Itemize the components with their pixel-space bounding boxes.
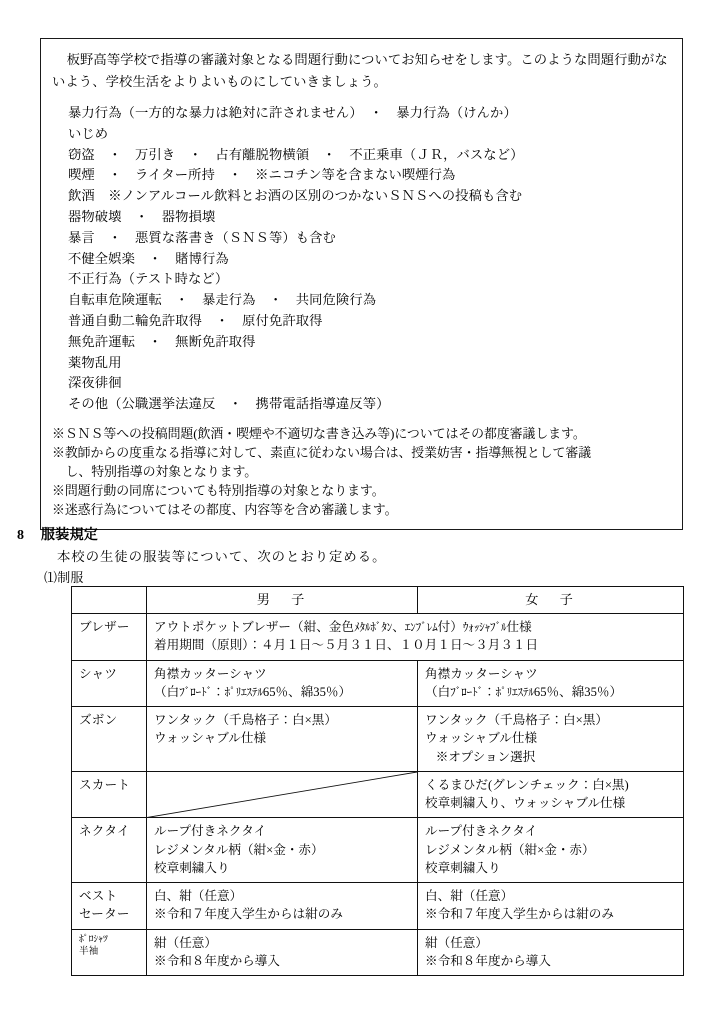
- row-value-cell-merged: [147, 614, 684, 661]
- header-cell-blank: [72, 587, 147, 614]
- row-value-cell-male: [147, 818, 418, 883]
- text-segment: レジメンタル柄（紺×金・赤）: [154, 842, 324, 857]
- cell-text-line: [425, 887, 677, 905]
- cell-text-line: [425, 905, 677, 923]
- text-segment: 白、紺（任意）: [154, 889, 243, 903]
- cell-text-line: [425, 841, 677, 859]
- text-segment: くるまひだ(グレンチェック：白×黒): [425, 777, 629, 792]
- row-label-line: ベスト: [79, 889, 118, 903]
- halfwidth-katakana-text: ﾎﾟﾘｴｽﾃﾙ: [495, 686, 534, 699]
- notice-footnote-item: し、特別指導の対象となります。: [65, 464, 258, 479]
- notice-footnote-list: [52, 425, 671, 520]
- violation-item: 暴力行為（一方的な暴力は絶対に許されません） ・ 暴力行為（けんか）: [68, 105, 517, 121]
- violation-item: 喫煙 ・ ライター所持 ・ ※ニコチン等を含まない喫煙行為: [68, 167, 456, 183]
- text-segment: ：: [483, 684, 496, 699]
- cell-text-line: [425, 822, 677, 840]
- table-header-row: [72, 587, 684, 614]
- text-segment: ※オプション選択: [435, 749, 536, 764]
- cell-text-line: [154, 618, 677, 636]
- text-segment: 65％、綿35％）: [262, 684, 352, 699]
- cell-text-line: [154, 841, 411, 859]
- row-value-cell-male-not-applicable: [147, 771, 418, 818]
- row-value-cell-male: [147, 883, 418, 930]
- section-lead-text: 本校の生徒の服装等について、次のとおり定める。: [57, 549, 387, 564]
- row-value-cell-female: [418, 771, 684, 818]
- problem-behavior-notice-box: [40, 38, 683, 530]
- cell-text-line: [154, 636, 677, 654]
- row-label-cell: ネクタイ: [72, 818, 147, 883]
- row-label-cell: シャツ: [72, 660, 147, 707]
- row-label-cell: ズボン: [72, 707, 147, 772]
- cell-text-line: [154, 859, 411, 877]
- notice-footnote-item: ※問題行動の同席についても特別指導の対象となります。: [52, 483, 385, 498]
- cell-text-line: [425, 729, 677, 747]
- row-value-cell-female: [418, 660, 684, 707]
- text-segment: （白: [154, 684, 180, 699]
- text-segment: 白、紺（任意）: [425, 889, 514, 903]
- cell-text-line: [425, 683, 677, 701]
- violation-item: 器物破壊 ・ 器物損壊: [68, 209, 216, 225]
- section-title: 服装規定: [41, 528, 99, 543]
- halfwidth-katakana-text: ﾒﾀﾙﾎﾞﾀﾝ: [354, 622, 393, 634]
- text-segment: （白: [425, 684, 451, 699]
- cell-text-line: [154, 665, 411, 683]
- row-label-line: ﾎﾟﾛｼｬﾂ: [79, 933, 108, 945]
- notice-footnote-item: ※迷惑行為についてはその都度、内容等を含め審議します。: [52, 502, 398, 517]
- text-segment: アウトポケットブレザー（紺、金色: [154, 620, 354, 634]
- text-segment: 仕様: [506, 620, 532, 634]
- cell-text-line: [154, 711, 411, 729]
- violation-item: 窃盗 ・ 万引き ・ 占有離脱物横領 ・ 不正乗車（ＪＲ，バスなど）: [68, 146, 524, 162]
- row-label-line: セーター: [79, 907, 130, 922]
- row-value-cell-female: [418, 707, 684, 772]
- table-row: [72, 614, 684, 661]
- text-segment: ループ付きネクタイ: [154, 824, 267, 839]
- section-heading: [17, 524, 98, 544]
- violation-item: その他（公職選挙法違反 ・ 携帯電話指導違反等）: [68, 396, 390, 412]
- row-label-cell: [72, 883, 147, 930]
- spacer: [52, 92, 671, 103]
- violation-item: 普通自動二輪免許取得 ・ 原付免許取得: [68, 313, 323, 329]
- text-segment: ※令和７年度入学生からは紺のみ: [425, 907, 614, 922]
- cell-text-line: [425, 794, 677, 812]
- row-label-line: 半袖: [79, 946, 99, 958]
- notice-footnote-item: ※教師からの度重なる指導に対して、素直に従わない場合は、授業妨害・指導無視として審議: [52, 445, 592, 460]
- halfwidth-katakana-text: ﾎﾟﾘｴｽﾃﾙ: [224, 686, 263, 699]
- halfwidth-katakana-text: ｳｫｯｼｬﾌﾞﾙ: [462, 622, 507, 634]
- halfwidth-katakana-text: ﾌﾞﾛｰﾄﾞ: [179, 686, 213, 699]
- text-segment: 校章刺繍入り、ウォッシャブル仕様: [425, 796, 626, 810]
- text-segment: ウォッシャブル仕様: [425, 731, 538, 746]
- text-segment: ※令和８年度から導入: [154, 953, 280, 968]
- violation-item: 薬物乱用: [68, 354, 122, 370]
- cell-text-line: [154, 887, 411, 905]
- cell-text-line: [425, 776, 677, 794]
- cell-text-line: [425, 711, 677, 729]
- violation-item: 暴言 ・ 悪質な落書き（ＳＮＳ等）も含む: [68, 229, 336, 245]
- cell-text-line: [425, 665, 677, 683]
- table-row: [72, 818, 684, 883]
- text-segment: 校章刺繍入り: [425, 860, 501, 875]
- row-label-cell: スカート: [72, 771, 147, 818]
- cell-text-line: [154, 729, 411, 747]
- cell-text-line: [425, 748, 677, 766]
- cell-text-line: [154, 952, 411, 970]
- diagonal-strike-icon: [147, 772, 417, 818]
- table-row: [72, 883, 684, 930]
- table-row: [72, 771, 684, 818]
- text-segment: レジメンタル柄（紺×金・赤）: [425, 842, 595, 857]
- text-segment: ※令和８年度から導入: [425, 953, 551, 968]
- violation-item: 深夜徘徊: [68, 375, 122, 391]
- cell-text-line: [425, 934, 677, 952]
- table-row: [72, 929, 684, 976]
- text-segment: 紺（任意）: [425, 935, 488, 950]
- halfwidth-katakana-text: ﾌﾞﾛｰﾄﾞ: [450, 686, 484, 699]
- row-label-cell: ブレザー: [72, 614, 147, 661]
- subsection-label: ⑴制服: [44, 570, 84, 585]
- cell-text-line: [425, 952, 677, 970]
- text-segment: ※令和７年度入学生からは紺のみ: [154, 907, 343, 922]
- row-value-cell-female: [418, 883, 684, 930]
- text-segment: 校章刺繍入り: [154, 860, 230, 875]
- cell-text-line: [154, 683, 411, 701]
- header-cell-female: 女 子: [418, 587, 684, 614]
- table-header: [72, 587, 684, 614]
- row-value-cell-female: [418, 818, 684, 883]
- violation-item: 飲酒 ※ノンアルコール飲料とお酒の区別のつかないＳＮＳへの投稿も含む: [68, 188, 523, 204]
- table-body: [72, 614, 684, 976]
- text-segment: ワンタック（千鳥格子：白×黒）: [425, 713, 608, 727]
- violation-item: いじめ: [68, 125, 109, 141]
- violation-item: 無免許運転 ・ 無断免許取得: [68, 333, 256, 349]
- text-segment: ループ付きネクタイ: [425, 824, 538, 839]
- text-segment: 65％、綿35％）: [533, 684, 623, 699]
- text-segment: 着用期間（原則）：４月１日～５月３１日、１０月１日～３月３１日: [154, 638, 539, 653]
- cell-text-line: [154, 934, 411, 952]
- row-value-cell-male: [147, 660, 418, 707]
- text-segment: ウォッシャブル仕様: [154, 731, 267, 746]
- row-value-cell-male: [147, 929, 418, 976]
- section-number: 8: [17, 528, 25, 543]
- text-segment: ワンタック（千鳥格子：白×黒）: [154, 713, 337, 727]
- text-segment: 、: [392, 620, 405, 634]
- cell-text-line: [154, 905, 411, 923]
- header-cell-male: 男 子: [147, 587, 418, 614]
- table-row: [72, 707, 684, 772]
- text-segment: 角襟カッターシャツ: [154, 666, 267, 681]
- violation-list: [52, 103, 671, 415]
- text-segment: ：: [212, 684, 225, 699]
- text-segment: 角襟カッターシャツ: [425, 666, 538, 681]
- table-row: [72, 660, 684, 707]
- uniform-regulation-table: [71, 586, 684, 976]
- text-segment: 付）: [437, 620, 463, 634]
- violation-item: 不健全娯楽 ・ 賭博行為: [68, 250, 229, 266]
- text-segment: 紺（任意）: [154, 935, 217, 950]
- halfwidth-katakana-text: ｴﾝﾌﾞﾚﾑ: [404, 622, 438, 634]
- row-value-cell-female: [418, 929, 684, 976]
- row-value-cell-male: [147, 707, 418, 772]
- notice-intro-paragraph: 板野高等学校で指導の審議対象となる問題行動についてお知らせをします。このような問題行動がないよう、学校生活をよりよいものにしていきましょう。: [52, 52, 668, 89]
- row-label-cell: [72, 929, 147, 976]
- violation-item: 自転車危険運転 ・ 暴走行為 ・ 共同危険行為: [68, 292, 377, 308]
- cell-text-line: [154, 822, 411, 840]
- cell-text-line: [425, 859, 677, 877]
- notice-footnote-item: ※ＳＮＳ等への投稿問題(飲酒・喫煙や不適切な書き込み等)についてはその都度審議します。: [52, 427, 586, 442]
- violation-item: 不正行為（テスト時など）: [68, 271, 229, 287]
